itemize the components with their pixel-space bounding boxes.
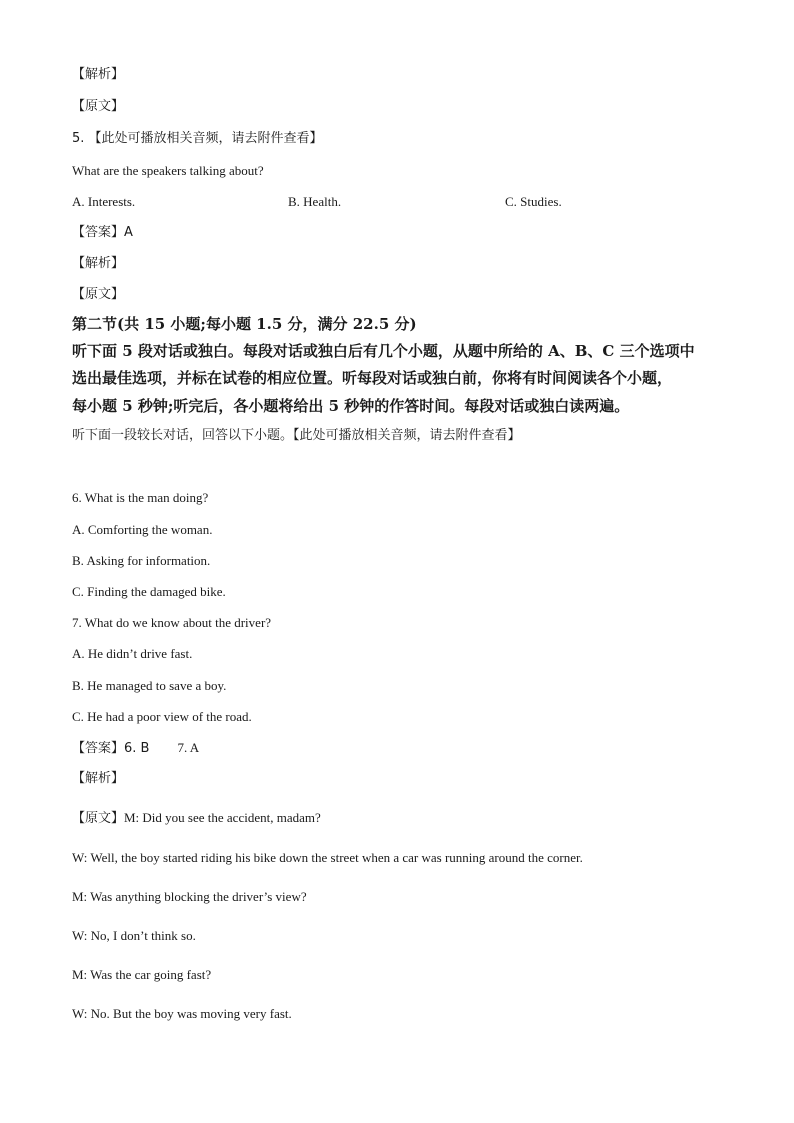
question-6-option-c: C. Finding the damaged bike. — [72, 584, 226, 599]
transcript-line-2: W: Well, the boy started riding his bike down the street when a car was running around the corner. — [72, 850, 583, 865]
answer-6-7 — [72, 739, 199, 758]
analysis-label: 【解析】 — [72, 67, 125, 82]
original-text-label: 【原文】 — [72, 99, 125, 114]
question-7-option-c: C. He had a poor view of the road. — [72, 709, 252, 724]
question-6-option-b: B. Asking for information. — [72, 553, 211, 568]
analysis-label-2: 【解析】 — [72, 256, 125, 271]
question-5-option-a: A. Interests. — [72, 194, 136, 209]
section-instruction-line-3: 每小题 5 秒钟;听完后，各小题将给出 5 秒钟的作答时间。每段对话或独白读两遍。 — [72, 397, 630, 415]
question-6-option-a: A. Comforting the woman. — [72, 522, 213, 537]
question-7-option-b: B. He managed to save a boy. — [72, 678, 227, 693]
question-7-text: 7. What do we know about the driver? — [72, 615, 272, 630]
answer-6: 【答案】6. B — [72, 741, 150, 756]
question-5-option-c: C. Studies. — [505, 194, 562, 209]
answer-5: 【答案】A — [72, 225, 133, 240]
question-7-option-a: A. He didn’t drive fast. — [72, 646, 193, 661]
section-title: 第二节(共 15 小题;每小题 1.5 分，满分 22.5 分) — [72, 315, 417, 333]
transcript-line-3: M: Was anything blocking the driver’s view? — [72, 889, 307, 904]
section-instruction-line-2: 选出最佳选项，并标在试卷的相应位置。听每段对话或独白前，你将有时间阅读各个小题， — [72, 369, 673, 387]
analysis-label-3: 【解析】 — [72, 771, 125, 786]
transcript-line-1: 【原文】M: Did you see the accident, madam? — [72, 810, 321, 825]
question-5-option-b: B. Health. — [288, 194, 342, 209]
question-5-text: What are the speakers talking about? — [72, 163, 264, 178]
section-note: 听下面一段较长对话，回答以下小题。【此处可播放相关音频，请去附件查看】 — [72, 428, 521, 443]
transcript-line-4: W: No, I don’t think so. — [72, 928, 196, 943]
transcript-line-5: M: Was the car going fast? — [72, 967, 212, 982]
question-5-heading: 5. 【此处可播放相关音频，请去附件查看】 — [72, 131, 323, 146]
section-instruction-line-1: 听下面 5 段对话或独白。每段对话或独白后有几个小题，从题中所给的 A、B、C 三个选项中 — [72, 342, 695, 360]
transcript-line-6: W: No. But the boy was moving very fast. — [72, 1006, 292, 1021]
original-text-label-2: 【原文】 — [72, 287, 125, 302]
question-6-text: 6. What is the man doing? — [72, 490, 209, 505]
answer-7: 7. A — [177, 740, 200, 755]
